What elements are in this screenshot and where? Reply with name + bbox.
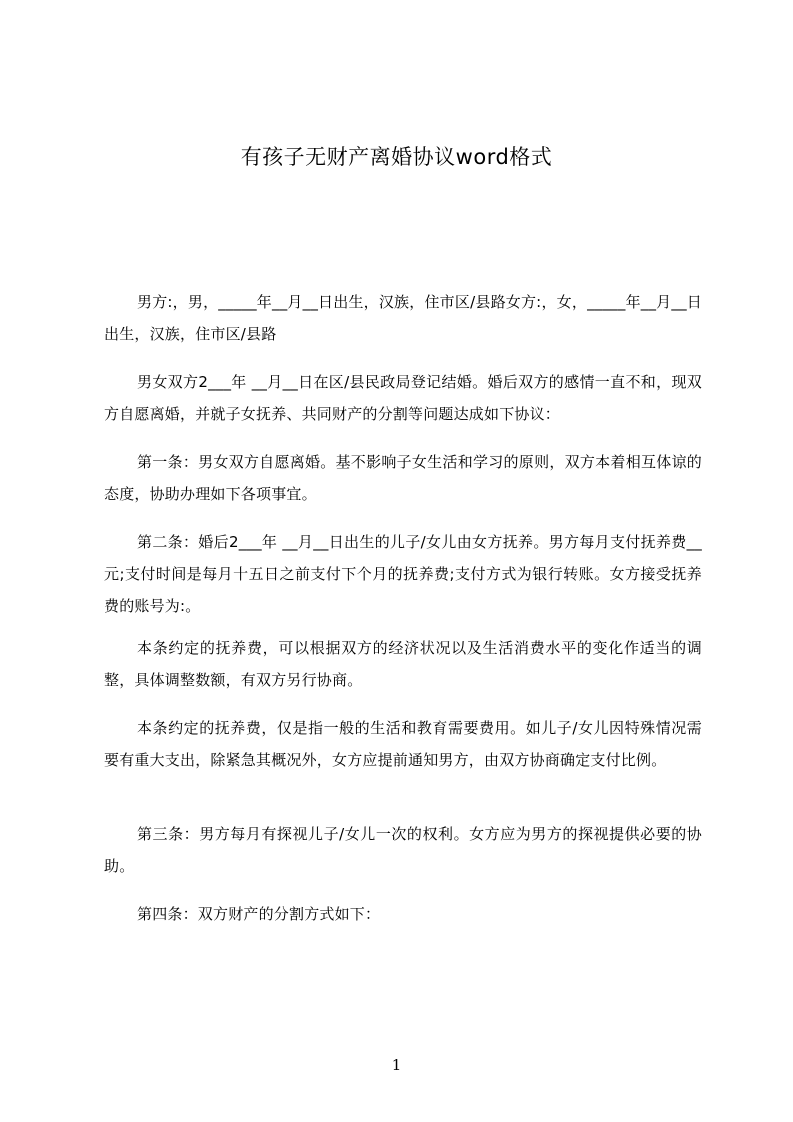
paragraph-article-1: 第一条：男女双方自愿离婚。基不影响子女生活和学习的原则，双方本着相互体谅的态度，协助办理如下各项事宜。 xyxy=(104,453,702,503)
paragraph-support-scope: 本条约定的抚养费，仅是指一般的生活和教育需要费用。如儿子/女儿因特殊情况需要有重大支出，除紧急其概况外，女方应提前通知男方，由双方协商确定支付比例。 xyxy=(104,719,702,769)
paragraph-marriage: 男女双方2___年 __月__日在区/县民政局登记结婚。婚后双方的感情一直不和，现双方自愿离婚，并就子女抚养、共同财产的分割等问题达成如下协议： xyxy=(104,373,702,423)
paragraph-support-adjustment: 本条约定的抚养费，可以根据双方的经济状况以及生活消费水平的变化作适当的调整，具体调整数额，有双方另行协商。 xyxy=(104,639,702,689)
paragraph-article-4: 第四条：双方财产的分割方式如下： xyxy=(137,905,381,923)
page-number: 1 xyxy=(391,1056,402,1074)
document-title: 有孩子无财产离婚协议word格式 xyxy=(240,145,553,169)
paragraph-parties: 男方:，男，_____年__月__日出生，汉族，住市区/县路女方:，女，_____年__月__日出生，汉族，住市区/县路 xyxy=(104,293,702,343)
paragraph-article-3: 第三条：男方每月有探视儿子/女儿一次的权利。女方应为男方的探视提供必要的协助。 xyxy=(104,825,702,875)
paragraph-article-2: 第二条：婚后2___年 __月__日出生的儿子/女儿由女方抚养。男方每月支付抚养费__元;支付时间是每月十五日之前支付下个月的抚养费;支付方式为银行转账。女方接受抚养费的账号为:。 xyxy=(104,533,702,615)
